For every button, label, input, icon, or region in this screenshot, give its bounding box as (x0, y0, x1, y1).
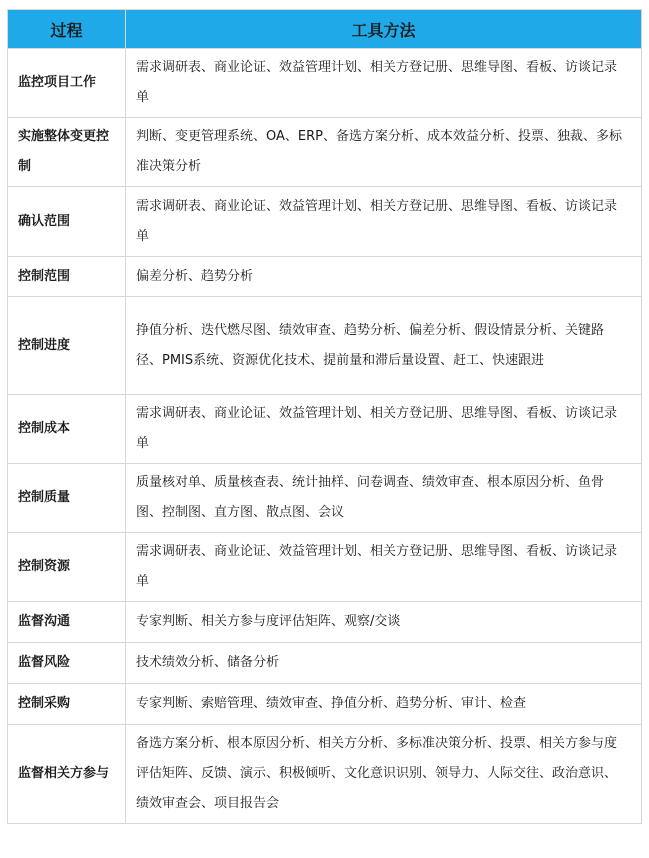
process-tools-table-container (7, 9, 641, 824)
table-row (8, 395, 642, 464)
tools-cell: 专家判断、索赔管理、绩效审查、挣值分析、趋势分析、审计、检查 (126, 684, 642, 725)
table-row (8, 464, 642, 533)
table-header-row (8, 10, 642, 49)
process-cell: 控制采购 (8, 684, 126, 725)
tools-cell: 质量核对单、质量核查表、统计抽样、问卷调查、绩效审查、根本原因分析、鱼骨图、控制图、直方图、散点图、会议 (126, 464, 642, 533)
process-cell: 监督相关方参与 (8, 725, 126, 824)
table-row (8, 602, 642, 643)
header-process: 过程 (8, 10, 126, 49)
tools-cell: 备选方案分析、根本原因分析、相关方分析、多标准决策分析、投票、相关方参与度评估矩阵、反馈、演示、积极倾听、文化意识识别、领导力、人际交往、政治意识、绩效审查会、项目报告会 (126, 725, 642, 824)
tools-cell: 偏差分析、趋势分析 (126, 257, 642, 297)
process-tools-table (7, 9, 642, 824)
tools-cell: 需求调研表、商业论证、效益管理计划、相关方登记册、思维导图、看板、访谈记录单 (126, 187, 642, 257)
table-row (8, 684, 642, 725)
tools-cell: 需求调研表、商业论证、效益管理计划、相关方登记册、思维导图、看板、访谈记录单 (126, 533, 642, 602)
process-cell: 控制进度 (8, 297, 126, 395)
tools-cell: 判断、变更管理系统、OA、ERP、备选方案分析、成本效益分析、投票、独裁、多标准决策分析 (126, 118, 642, 187)
tools-cell: 需求调研表、商业论证、效益管理计划、相关方登记册、思维导图、看板、访谈记录单 (126, 395, 642, 464)
table-row (8, 533, 642, 602)
table-row (8, 257, 642, 297)
table-row (8, 643, 642, 684)
table-row (8, 118, 642, 187)
process-cell: 控制成本 (8, 395, 126, 464)
process-cell: 控制范围 (8, 257, 126, 297)
tools-cell: 技术绩效分析、储备分析 (126, 643, 642, 684)
process-cell: 控制质量 (8, 464, 126, 533)
tools-cell: 挣值分析、迭代燃尽图、绩效审查、趋势分析、偏差分析、假设情景分析、关键路径、PMIS系统、资源优化技术、提前量和滞后量设置、赶工、快速跟进 (126, 297, 642, 395)
tools-cell: 专家判断、相关方参与度评估矩阵、观察/交谈 (126, 602, 642, 643)
table-row (8, 297, 642, 395)
table-row (8, 725, 642, 824)
process-cell: 监督沟通 (8, 602, 126, 643)
tools-cell: 需求调研表、商业论证、效益管理计划、相关方登记册、思维导图、看板、访谈记录单 (126, 49, 642, 118)
table-row (8, 187, 642, 257)
process-cell: 实施整体变更控制 (8, 118, 126, 187)
process-cell: 监督风险 (8, 643, 126, 684)
process-cell: 控制资源 (8, 533, 126, 602)
table-row (8, 49, 642, 118)
process-cell: 监控项目工作 (8, 49, 126, 118)
header-tools: 工具方法 (126, 10, 642, 49)
process-cell: 确认范围 (8, 187, 126, 257)
